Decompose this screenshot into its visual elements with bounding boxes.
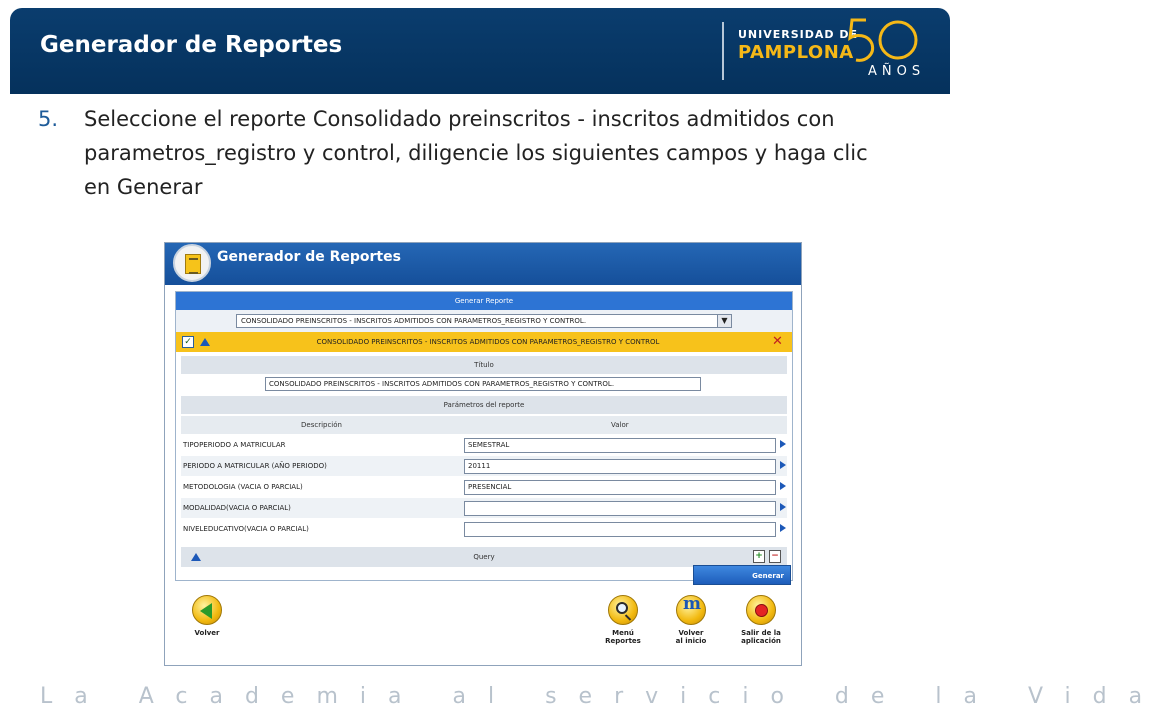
params-columns xyxy=(181,416,787,434)
app-header xyxy=(165,243,801,285)
play-arrow-icon[interactable] xyxy=(780,440,786,448)
selected-report-name: CONSOLIDADO PREINSCRITOS - INSCRITOS ADMITIDOS CON PARAMETROS_REGISTRO Y CONTROL xyxy=(316,338,660,346)
selected-report-row xyxy=(176,332,792,352)
app-screenshot xyxy=(164,242,802,666)
param-row xyxy=(181,498,787,518)
generar-reporte-header: Generar Reporte xyxy=(176,292,792,310)
play-arrow-icon[interactable] xyxy=(780,524,786,532)
param-input[interactable]: 20111 xyxy=(464,459,776,474)
param-desc: TIPOPERIODO A MATRICULAR xyxy=(183,441,286,449)
salir-label: Salir de la aplicación xyxy=(741,629,781,645)
report-select-row xyxy=(176,310,792,332)
param-input[interactable]: SEMESTRAL xyxy=(464,438,776,453)
move-up-icon[interactable] xyxy=(200,338,210,346)
param-row xyxy=(181,435,787,455)
play-arrow-icon[interactable] xyxy=(780,503,786,511)
volver-label: Volver xyxy=(194,629,220,637)
logo-divider xyxy=(722,22,724,80)
footer-motto: La Academia al servicio de la Vida xyxy=(40,684,1164,709)
col-valor: Valor xyxy=(611,421,629,429)
titulo-label: Título xyxy=(181,356,787,374)
param-row xyxy=(181,519,787,539)
university-logo xyxy=(722,16,942,88)
back-arrow-icon xyxy=(192,595,222,625)
report-select[interactable] xyxy=(236,314,732,328)
step-text: Seleccione el reporte Consolidado preinscritos - inscritos admitidos con parametros_registro y control, diligencie los siguientes campos y haga clic en Generar xyxy=(84,107,868,199)
param-input[interactable] xyxy=(464,501,776,516)
params-label: Parámetros del reporte xyxy=(181,396,787,414)
menu-reportes-button[interactable] xyxy=(593,595,653,645)
param-desc: MODALIDAD(VACIA O PARCIAL) xyxy=(183,504,291,512)
query-label: Query xyxy=(473,553,495,561)
remove-query-icon[interactable]: − xyxy=(769,550,781,563)
home-m-glyph: m xyxy=(683,594,701,614)
col-descripcion: Descripción xyxy=(301,421,342,429)
param-row xyxy=(181,456,787,476)
logo-line1: UNIVERSIDAD DE xyxy=(738,28,858,41)
logo-anniversary: AÑOS xyxy=(868,64,926,79)
report-checkbox[interactable]: ✓ xyxy=(182,336,194,348)
close-icon[interactable]: ✕ xyxy=(772,334,783,349)
salir-button[interactable] xyxy=(731,595,791,645)
exit-icon xyxy=(746,595,776,625)
report-form xyxy=(175,291,793,581)
slide-title: Generador de Reportes xyxy=(40,32,343,58)
titulo-row xyxy=(181,374,787,394)
app-title: Generador de Reportes xyxy=(217,249,401,265)
param-row xyxy=(181,477,787,497)
play-arrow-icon[interactable] xyxy=(780,482,786,490)
volver-button[interactable] xyxy=(177,595,237,637)
param-input[interactable]: PRESENCIAL xyxy=(464,480,776,495)
add-query-icon[interactable]: + xyxy=(753,550,765,563)
query-row xyxy=(181,547,787,567)
titulo-input[interactable]: CONSOLIDADO PREINSCRITOS - INSCRITOS ADMITIDOS CON PARAMETROS_REGISTRO Y CONTROL. xyxy=(265,377,701,391)
volver-inicio-label: Volver al inicio xyxy=(675,629,707,645)
param-desc: PERIODO A MATRICULAR (AÑO PERIODO) xyxy=(183,462,327,470)
volver-inicio-button[interactable] xyxy=(661,595,721,645)
magnifier-icon xyxy=(608,595,638,625)
report-select-value: CONSOLIDADO PREINSCRITOS - INSCRITOS ADMITIDOS CON PARAMETROS_REGISTRO Y CONTROL. xyxy=(241,317,587,325)
report-app-icon xyxy=(173,244,211,282)
menu-reportes-label: Menú Reportes xyxy=(605,629,641,645)
play-arrow-icon[interactable] xyxy=(780,461,786,469)
logo-line2: PAMPLONA xyxy=(738,42,854,63)
fifty-emblem-icon xyxy=(846,16,946,68)
param-desc: METODOLOGIA (VACIA O PARCIAL) xyxy=(183,483,303,491)
home-m-icon xyxy=(676,595,706,625)
generar-button[interactable]: Generar xyxy=(693,565,791,585)
step-number: 5. xyxy=(38,107,59,131)
param-desc: NIVELEDUCATIVO(VACIA O PARCIAL) xyxy=(183,525,309,533)
param-input[interactable] xyxy=(464,522,776,537)
chevron-down-icon[interactable]: ▼ xyxy=(717,315,731,327)
